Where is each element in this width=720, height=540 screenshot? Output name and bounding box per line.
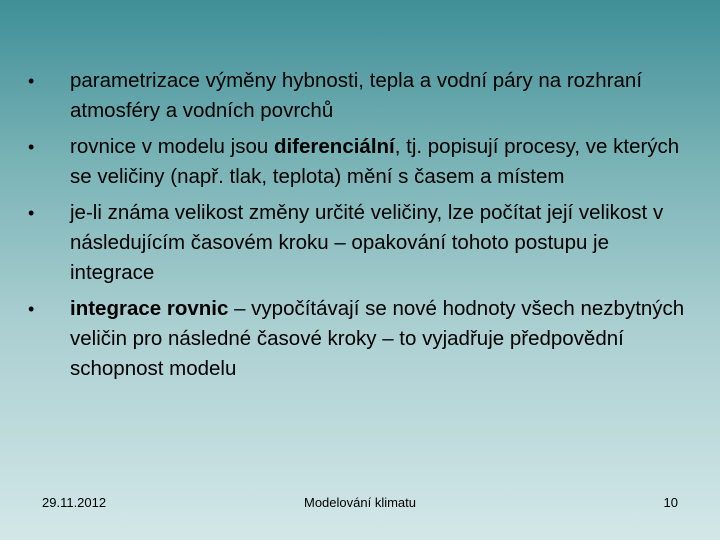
bullet-item (28, 198, 688, 288)
bullet-text: , tj. popisují procesy, ve kterých se veličiny (např. tlak, teplota) mění s časem a místem (70, 135, 680, 188)
bullet-item (28, 66, 688, 126)
bullet-list (28, 66, 688, 390)
bullet-bold-text: integrace rovnic (70, 297, 229, 320)
bullet-icon: • (28, 71, 35, 91)
bullet-text: – vypočítávají se nové hodnoty všech nezbytných veličin pro následné časové kroky – to vyjadřuje předpovědní schopnost modelu (70, 297, 685, 380)
footer-date: 29.11.2012 (42, 495, 107, 510)
bullet-text: parametrizace výměny hybnosti, tepla a vodní páry na rozhraní atmosféry a vodních povrchů (70, 69, 643, 122)
bullet-icon: • (28, 137, 35, 157)
bullet-item (28, 294, 688, 384)
page-number: 10 (663, 495, 678, 510)
bullet-icon: • (28, 203, 35, 223)
bullet-text: rovnice v modelu jsou (70, 135, 274, 158)
bullet-bold-text: diferenciální (273, 135, 395, 158)
footer-title: Modelování klimatu (304, 495, 416, 510)
bullet-item (28, 132, 688, 192)
bullet-text: je-li známa velikost změny určité veličiny, lze počítat její velikost v následujícím časovém kroku – opakování tohoto postupu je integrace (70, 201, 664, 284)
bullet-icon: • (28, 299, 35, 319)
